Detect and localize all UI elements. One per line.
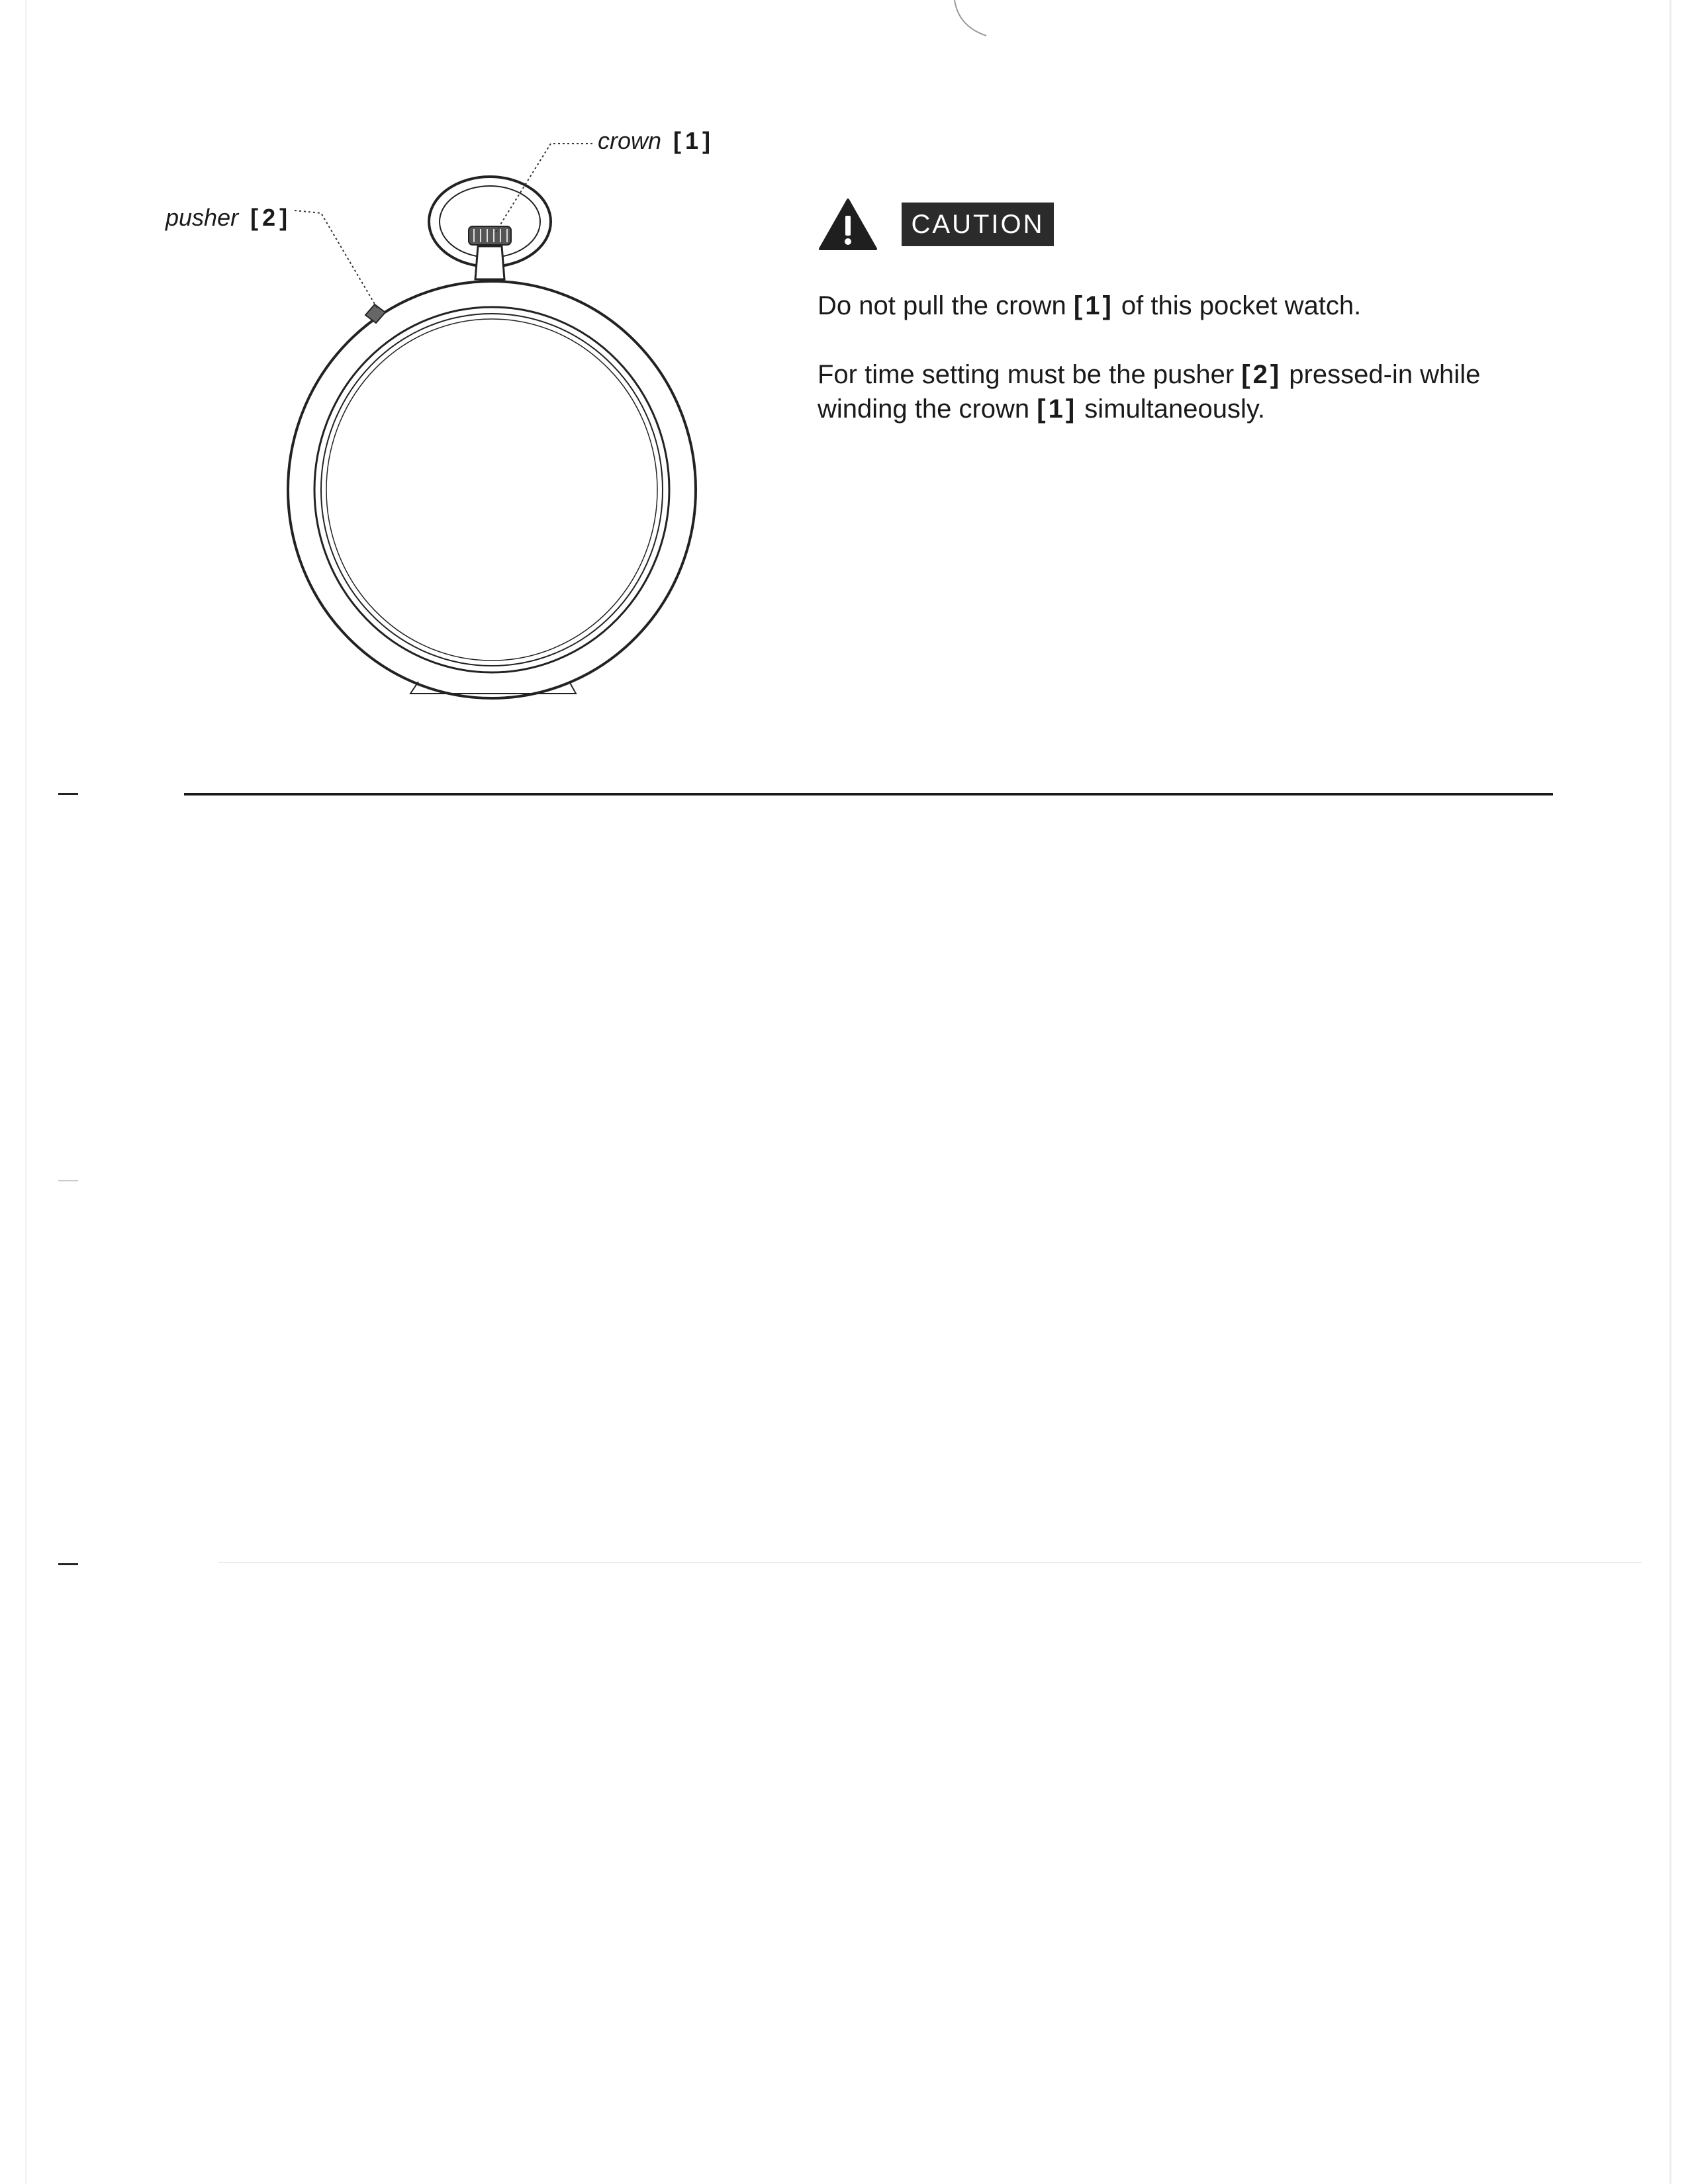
binder-mark-middle (58, 1180, 78, 1181)
section-divider (184, 793, 1553, 796)
scan-edge-left (25, 0, 26, 2184)
binder-mark-top (58, 793, 78, 795)
pusher-label: pusher (165, 204, 239, 231)
text: simultaneously. (1077, 394, 1266, 424)
crown-callout (598, 127, 714, 155)
text: For time setting must be the pusher (818, 360, 1242, 389)
pusher-ref: [2] (250, 204, 292, 231)
pusher-callout (165, 204, 291, 232)
scan-corner-mark (947, 0, 1000, 37)
text: pressed-in while winding the crown (818, 360, 1481, 424)
caution-badge: CAUTION (902, 203, 1054, 246)
text: Do not pull the crown (818, 291, 1074, 320)
binder-mark-bottom (58, 1563, 78, 1565)
text: of this pocket watch. (1113, 291, 1362, 320)
warning-triangle-icon (818, 197, 878, 251)
crown-ref: [1] (673, 127, 715, 154)
scan-edge-right (1669, 0, 1671, 2184)
crown-ref-inline: [1] (1037, 394, 1078, 424)
caution-text-1 (818, 289, 1513, 323)
caution-text-2 (818, 357, 1513, 426)
crown-ref-inline: [1] (1073, 291, 1114, 320)
pusher-ref-inline: [2] (1241, 360, 1282, 389)
crown-label: crown (598, 127, 662, 154)
pocket-watch-illustration (132, 106, 761, 735)
scan-artifact-line (218, 1562, 1642, 1563)
